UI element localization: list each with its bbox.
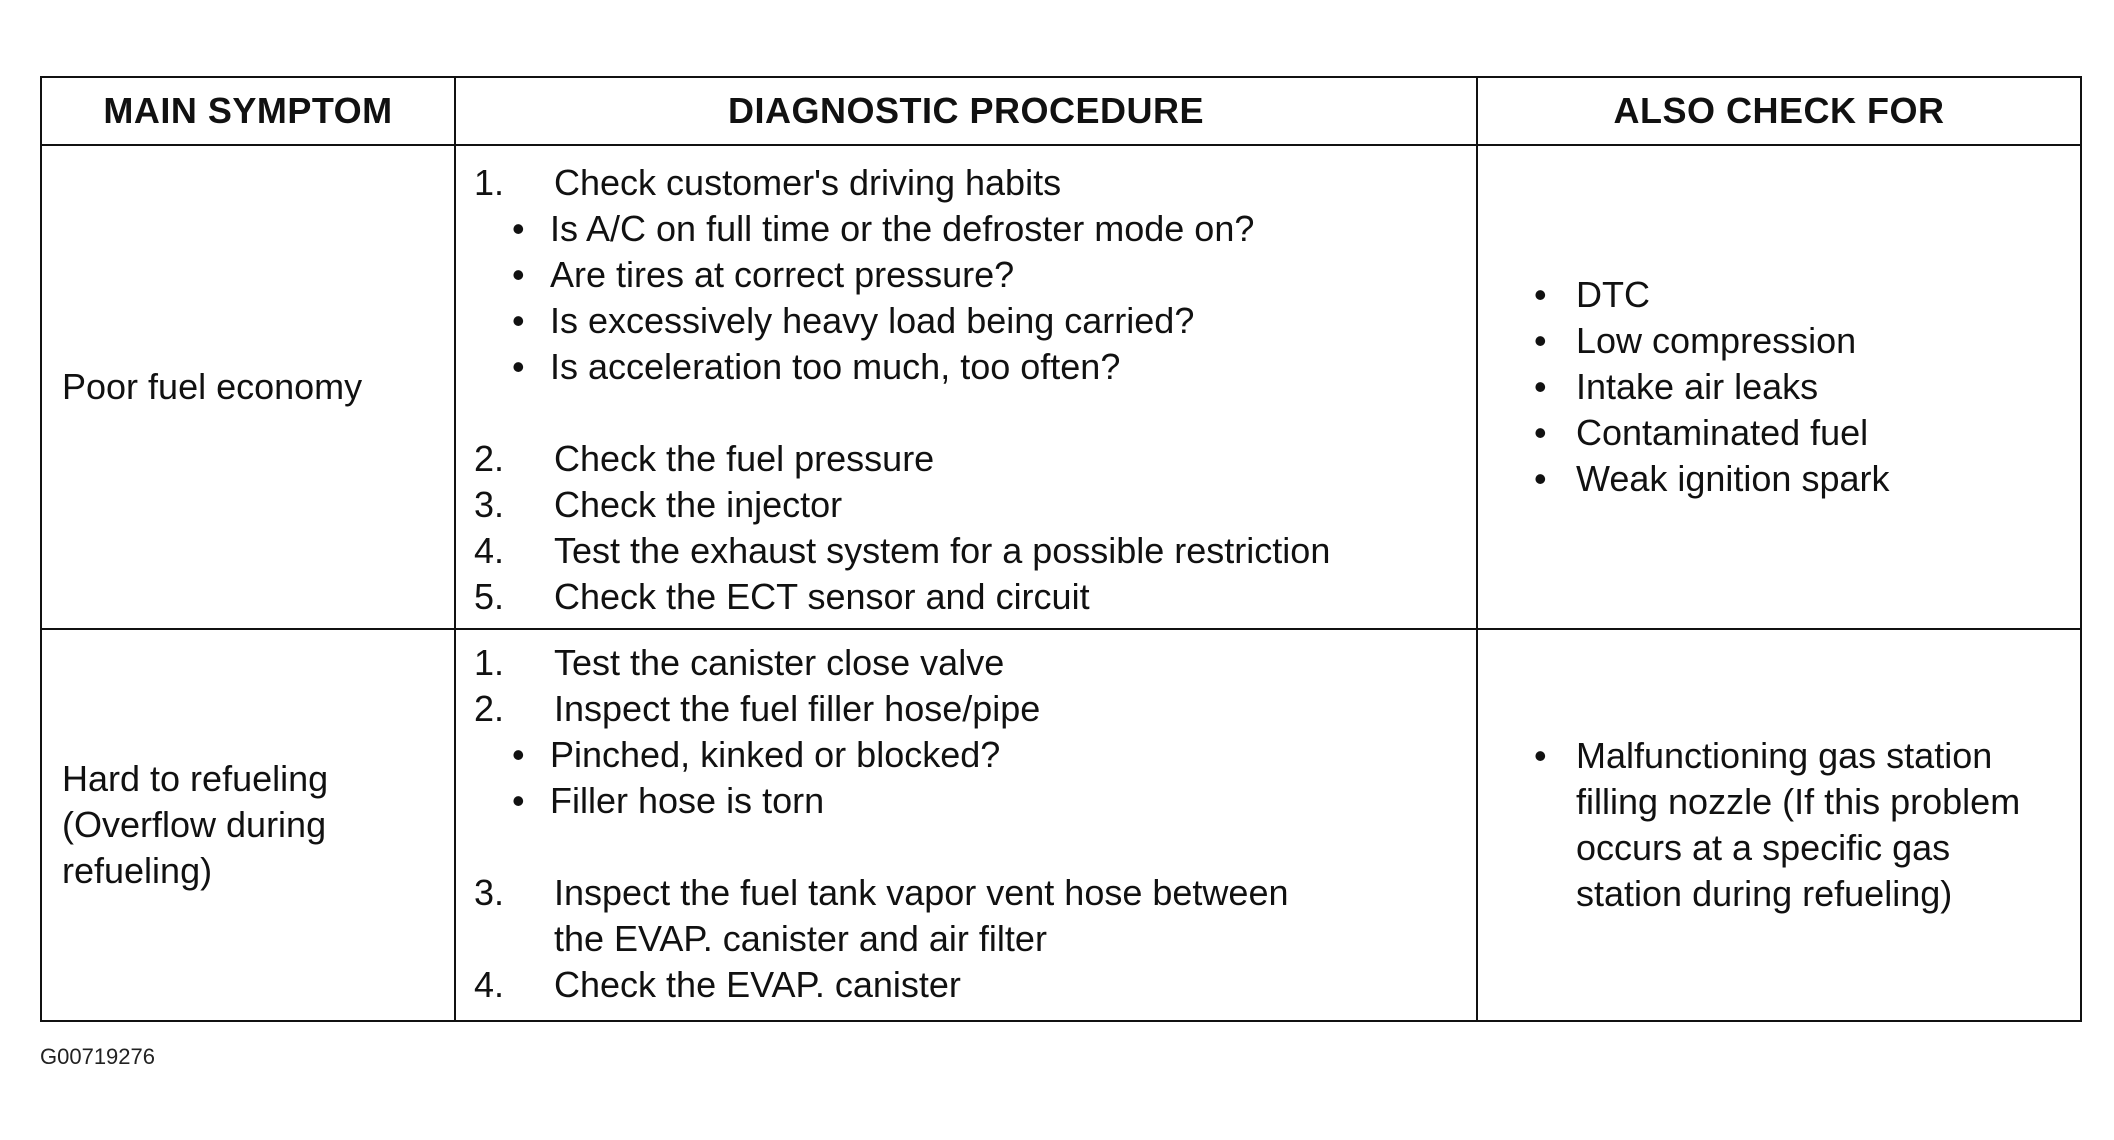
header-also-check-for: ALSO CHECK FOR	[1477, 77, 2081, 145]
table-row	[41, 145, 2081, 629]
symptom-text: refueling)	[62, 850, 213, 891]
diagnostic-table	[40, 76, 2082, 1022]
bullet-icon: •	[1534, 735, 1547, 776]
step-text: Test the canister close valve	[554, 642, 1005, 683]
step-text: Check the ECT sensor and circuit	[554, 576, 1090, 617]
step-number: 5.	[474, 576, 505, 617]
step-number: 1.	[474, 642, 505, 683]
bullet-icon: •	[512, 300, 525, 341]
sub-check-item	[474, 344, 1476, 390]
header-diagnostic-procedure: DIAGNOSTIC PROCEDURE	[455, 77, 1477, 145]
bullet-icon: •	[1534, 458, 1547, 499]
procedure-cell	[455, 145, 1477, 629]
check-text-line: Malfunctioning gas station	[1576, 735, 1993, 776]
check-text-line: station during refueling)	[1576, 873, 1953, 914]
bullet-icon: •	[1534, 320, 1547, 361]
check-text: Intake air leaks	[1576, 366, 1819, 407]
step-text: Check the fuel pressure	[554, 438, 935, 479]
step-text-line: Inspect the fuel tank vapor vent hose between	[554, 872, 1289, 913]
step-number: 2.	[474, 438, 505, 479]
step-text	[554, 870, 1476, 962]
procedure-step	[474, 482, 1476, 528]
step-number: 4.	[474, 530, 505, 571]
check-text: Contaminated fuel	[1576, 412, 1869, 453]
step-text: Inspect the fuel filler hose/pipe	[554, 688, 1041, 729]
step-number: 1.	[474, 162, 505, 203]
sub-check-text: Pinched, kinked or blocked?	[550, 734, 1001, 775]
step-text-line: the EVAP. canister and air filter	[554, 918, 1047, 959]
step-text: Check customer's driving habits	[554, 162, 1062, 203]
step-text: Check the injector	[554, 484, 843, 525]
header-main-symptom: MAIN SYMPTOM	[41, 77, 455, 145]
header-row	[41, 77, 2081, 145]
procedure-step	[474, 436, 1476, 482]
procedure-step	[474, 160, 1476, 206]
check-item	[1534, 456, 2080, 502]
check-text: Weak ignition spark	[1576, 458, 1890, 499]
symptom-text: Hard to refueling	[62, 758, 329, 799]
symptom-cell	[41, 145, 455, 629]
sub-check-text: Is A/C on full time or the defroster mode on?	[550, 208, 1255, 249]
step-text: Check the EVAP. canister	[554, 964, 961, 1005]
also-check-cell	[1477, 629, 2081, 1021]
check-text	[1576, 733, 2020, 917]
sub-check-text: Are tires at correct pressure?	[550, 254, 1015, 295]
check-text: DTC	[1576, 274, 1650, 315]
step-number: 3.	[474, 872, 505, 913]
check-text: Low compression	[1576, 320, 1857, 361]
procedure-cell	[455, 629, 1477, 1021]
sub-check-text: Filler hose is torn	[550, 780, 825, 821]
step-number: 3.	[474, 484, 505, 525]
check-item	[1534, 410, 2080, 456]
table-row	[41, 629, 2081, 1021]
bullet-icon: •	[1534, 366, 1547, 407]
bullet-icon: •	[512, 734, 525, 775]
sub-check-list	[474, 732, 1476, 824]
procedure-step	[474, 870, 1476, 962]
figure-code: G00719276	[40, 1044, 155, 1069]
step-number: 2.	[474, 688, 505, 729]
step-number: 4.	[474, 964, 505, 1005]
bullet-icon: •	[512, 346, 525, 387]
sub-check-item	[474, 298, 1476, 344]
step-text: Test the exhaust system for a possible restriction	[554, 530, 1331, 571]
sub-check-item	[474, 778, 1476, 824]
procedure-step	[474, 640, 1476, 686]
sub-check-text: Is acceleration too much, too often?	[550, 346, 1121, 387]
procedure-step	[474, 962, 1476, 1008]
check-item	[1534, 318, 2080, 364]
check-text-line: filling nozzle (If this problem	[1576, 781, 2021, 822]
sub-check-text: Is excessively heavy load being carried?	[550, 300, 1195, 341]
bullet-icon: •	[512, 780, 525, 821]
procedure-step	[474, 686, 1476, 732]
bullet-icon: •	[512, 254, 525, 295]
check-item	[1534, 364, 2080, 410]
check-item	[1534, 733, 2080, 917]
procedure-step	[474, 528, 1476, 574]
procedure-step	[474, 574, 1476, 620]
sub-check-item	[474, 252, 1476, 298]
spacer	[474, 390, 1476, 436]
sub-check-item	[474, 206, 1476, 252]
symptom-cell	[41, 629, 455, 1021]
symptom-text: (Overflow during	[62, 804, 327, 845]
symptom-text: Poor fuel economy	[62, 366, 363, 407]
sub-check-item	[474, 732, 1476, 778]
sub-check-list	[474, 206, 1476, 390]
also-check-cell	[1477, 145, 2081, 629]
spacer	[474, 824, 1476, 870]
check-text-line: occurs at a specific gas	[1576, 827, 1951, 868]
bullet-icon: •	[1534, 274, 1547, 315]
bullet-icon: •	[512, 208, 525, 249]
bullet-icon: •	[1534, 412, 1547, 453]
check-item	[1534, 272, 2080, 318]
